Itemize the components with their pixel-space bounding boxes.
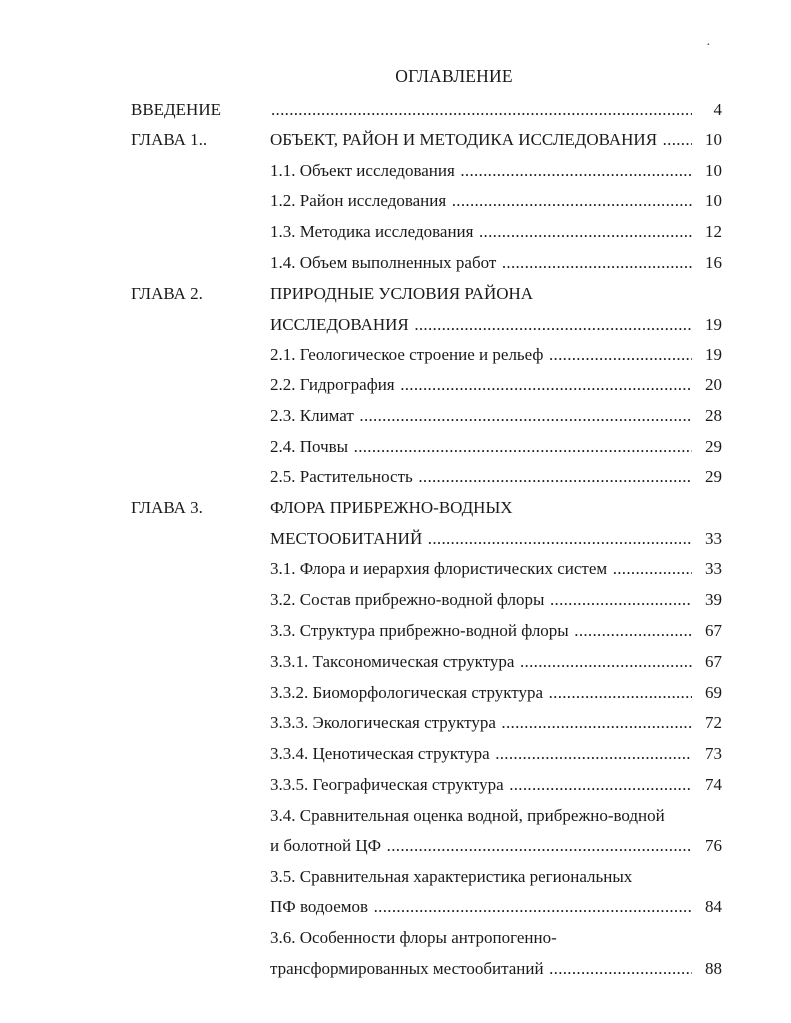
entry-title-text: 3.3.3. Экологическая структура [270, 713, 496, 732]
entry-title [270, 833, 692, 859]
entry-title [270, 772, 692, 798]
toc-row [0, 188, 791, 214]
entry-title-text: 3.2. Состав прибрежно-водной флоры [270, 590, 545, 609]
corner-mark: · [706, 38, 711, 53]
toc-row [0, 618, 791, 644]
toc-row [0, 495, 791, 521]
entry-title [270, 680, 692, 706]
toc-row [0, 127, 791, 153]
page-number: 16 [705, 253, 722, 272]
page-number: 76 [705, 836, 722, 855]
entry-title [270, 741, 692, 767]
page-number: 10 [705, 191, 722, 210]
entry-title-text: ПРИРОДНЫЕ УСЛОВИЯ РАЙОНА [270, 284, 534, 303]
toc-row [0, 741, 791, 767]
toc-row [0, 556, 791, 582]
entry-title [270, 864, 633, 890]
page-number: 10 [705, 130, 722, 149]
page-number: 84 [705, 897, 722, 916]
entry-title-text: 3.3.2. Биоморфологическая структура [270, 683, 544, 702]
toc-row [0, 526, 791, 552]
entry-title [270, 342, 692, 368]
entry-title-text: 3.3.1. Таксономическая структура [270, 652, 515, 671]
toc-row [0, 97, 791, 123]
entry-title-text: 3.3.4. Ценотическая структура [270, 744, 490, 763]
page-number: 19 [705, 315, 722, 334]
entry-title [270, 556, 692, 582]
entry-title-text: 2.5. Растительность [270, 467, 413, 486]
toc-row [0, 956, 791, 982]
entry-title [270, 312, 692, 338]
entry-title-text: 3.3.5. Географическая структура [270, 775, 504, 794]
page-number: 73 [705, 744, 722, 763]
entry-title-text [270, 100, 271, 119]
page-number: 20 [705, 375, 722, 394]
entry-title-text: 1.4. Объем выполненных работ [270, 253, 497, 272]
entry-title-text: 2.2. Гидрография [270, 375, 395, 394]
toc-row [0, 281, 791, 307]
entry-title [270, 618, 692, 644]
toc-row [0, 925, 791, 951]
toc-row [0, 803, 791, 829]
toc-row [0, 833, 791, 859]
entry-title [270, 894, 692, 920]
entry-title [270, 710, 692, 736]
entry-title-text: 3.6. Особенности флоры антропогенно- [270, 928, 557, 947]
entry-title [270, 158, 692, 184]
toc-row [0, 434, 791, 460]
toc-row [0, 464, 791, 490]
toc-row [0, 680, 791, 706]
toc-row [0, 403, 791, 429]
entry-title-text: трансформированных местообитаний [270, 959, 544, 978]
toc-row [0, 864, 791, 890]
page-number: 67 [705, 652, 722, 671]
page-title: ОГЛАВЛЕНИЕ [395, 66, 513, 86]
page-number: 88 [705, 959, 722, 978]
page-number: 28 [705, 406, 722, 425]
entry-title [270, 372, 692, 398]
chapter-label: ГЛАВА 2. [131, 284, 203, 303]
page-number: 33 [705, 529, 722, 548]
toc-row [0, 587, 791, 613]
page-number: 10 [705, 161, 722, 180]
entry-title [270, 127, 692, 153]
page-number: 19 [705, 345, 722, 364]
entry-title-text: МЕСТООБИТАНИЙ [270, 529, 423, 548]
page-number: 67 [705, 621, 722, 640]
page-number: 74 [705, 775, 722, 794]
page-number: 69 [705, 683, 722, 702]
toc-row [0, 158, 791, 184]
entry-title-text: ОБЪЕКТ, РАЙОН И МЕТОДИКА ИССЛЕДОВАНИЯ [270, 130, 658, 149]
entry-title [270, 250, 692, 276]
entry-title [270, 587, 692, 613]
toc-row [0, 312, 791, 338]
entry-title-text: 1.3. Методика исследования [270, 222, 474, 241]
entry-title [270, 434, 692, 460]
toc-row [0, 772, 791, 798]
toc-row [0, 372, 791, 398]
entry-title [270, 649, 692, 675]
entry-title-text: 3.4. Сравнительная оценка водной, прибрежно-водной [270, 806, 665, 825]
entry-title [270, 403, 692, 429]
entry-title-text: 3.3. Структура прибрежно-водной флоры [270, 621, 569, 640]
entry-title [270, 526, 692, 552]
chapter-label: ГЛАВА 1.. [131, 130, 208, 149]
entry-title [270, 803, 666, 829]
entry-title-text: и болотной ЦФ [270, 836, 382, 855]
page-number: 12 [705, 222, 722, 241]
page-number: 33 [705, 559, 722, 578]
entry-title-text: 2.4. Почвы [270, 437, 349, 456]
entry-title-text: 2.1. Геологическое строение и рельеф [270, 345, 544, 364]
entry-title [270, 97, 692, 123]
page-number: 29 [705, 467, 722, 486]
chapter-label: ГЛАВА 3. [131, 498, 203, 517]
toc-row [0, 649, 791, 675]
entry-title-text: ПФ водоемов [270, 897, 369, 916]
entry-title [270, 188, 692, 214]
entry-title [270, 495, 514, 521]
page-number: 39 [705, 590, 722, 609]
entry-title-text: 3.5. Сравнительная характеристика региональных [270, 867, 633, 886]
entry-title-text: ИССЛЕДОВАНИЯ [270, 315, 409, 334]
entry-title [270, 925, 558, 951]
entry-title [270, 281, 534, 307]
page-number: 72 [705, 713, 722, 732]
entry-title-text: 3.1. Флора и иерархия флористических систем [270, 559, 608, 578]
chapter-label: ВВЕДЕНИЕ [131, 100, 221, 119]
entry-title [270, 956, 692, 982]
toc-row [0, 710, 791, 736]
page-number: 4 [713, 100, 722, 119]
entry-title-text: ФЛОРА ПРИБРЕЖНО-ВОДНЫХ [270, 498, 513, 517]
toc-row [0, 219, 791, 245]
toc-row [0, 250, 791, 276]
toc-row [0, 342, 791, 368]
entry-title-text: 1.1. Объект исследования [270, 161, 455, 180]
entry-title [270, 464, 692, 490]
toc-row [0, 894, 791, 920]
entry-title-text: 2.3. Климат [270, 406, 354, 425]
entry-title-text: 1.2. Район исследования [270, 191, 447, 210]
page-number: 29 [705, 437, 722, 456]
entry-title [270, 219, 692, 245]
